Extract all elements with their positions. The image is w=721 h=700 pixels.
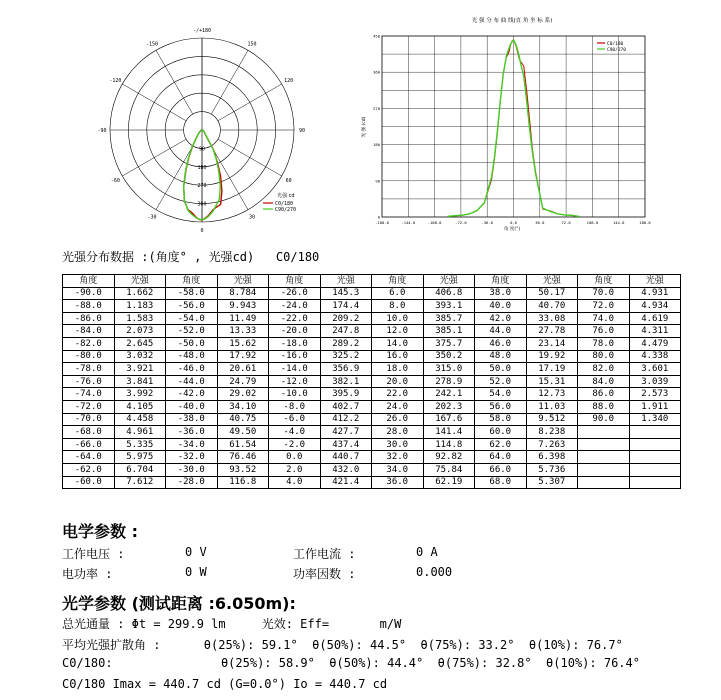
table-row (63, 463, 681, 476)
table-cell: 7.612 (114, 476, 166, 489)
table-header-cell: 光强 (423, 275, 475, 288)
table-cell: 49.50 (217, 426, 269, 439)
table-cell: -84.0 (63, 325, 115, 338)
table-cell: -22.0 (269, 312, 321, 325)
table-cell: 209.2 (320, 312, 372, 325)
table-cell: 46.0 (475, 337, 527, 350)
table-cell: -78.0 (63, 363, 115, 376)
table-cell: 24.0 (372, 400, 424, 413)
chart-ticks (373, 34, 651, 226)
table-row (63, 312, 681, 325)
table-cell: 5.736 (526, 463, 578, 476)
chart-x-tick: -108.0 (427, 220, 442, 225)
table-cell: 70.0 (578, 287, 630, 300)
table-cell: -56.0 (166, 300, 218, 313)
table-cell: 42.0 (475, 312, 527, 325)
table-row (63, 438, 681, 451)
table-cell: -20.0 (269, 325, 321, 338)
table-cell: -62.0 (63, 463, 115, 476)
table-cell: 33.08 (526, 312, 578, 325)
chart-y-tick: 180 (373, 142, 380, 148)
table-row (63, 337, 681, 350)
polar-angle-label: -60 (110, 178, 120, 184)
table-cell: 406.8 (423, 287, 475, 300)
polar-legend-c90: C90/270 (275, 207, 297, 213)
voltage-label: 工作电压 : (62, 547, 125, 561)
table-cell: 50.17 (526, 287, 578, 300)
table-cell: 2.645 (114, 337, 166, 350)
table-cell: 375.7 (423, 337, 475, 350)
data-header: 光强分布数据 :(角度° , 光强cd) C0/180 (62, 250, 320, 264)
table-cell: -10.0 (269, 388, 321, 401)
table-cell: 350.2 (423, 350, 475, 363)
table-cell: -38.0 (166, 413, 218, 426)
table-cell: 2.573 (629, 388, 681, 401)
chart-x-tick: 108.0 (586, 220, 599, 225)
table-cell: -2.0 (269, 438, 321, 451)
table-row (63, 413, 681, 426)
flux-line: 总光通量 : Φt = 299.9 lm 光效: Eff= m/W (62, 617, 402, 631)
table-cell: 1.183 (114, 300, 166, 313)
table-cell: 167.6 (423, 413, 475, 426)
table-row (63, 363, 681, 376)
power-value: 0 W (185, 565, 207, 579)
chart-y-tick: 360 (373, 69, 380, 75)
table-cell: 48.0 (475, 350, 527, 363)
chart-x-tick: -144.0 (401, 220, 416, 225)
power-factor-label: 功率因数 : (293, 567, 356, 581)
table-cell: 7.263 (526, 438, 578, 451)
chart-x-tick: -72.0 (455, 220, 467, 225)
table-cell: 1.340 (629, 413, 681, 426)
table-cell: 40.75 (217, 413, 269, 426)
table-cell: 6.704 (114, 463, 166, 476)
table-cell: 30.0 (372, 438, 424, 451)
table-cell: 440.7 (320, 451, 372, 464)
power-factor-value: 0.000 (416, 565, 453, 579)
table-cell: 60.0 (475, 426, 527, 439)
table-header-cell: 光强 (114, 275, 166, 288)
table-cell: 145.3 (320, 287, 372, 300)
table-cell: 58.0 (475, 413, 527, 426)
table-cell: 8.238 (526, 426, 578, 439)
table-cell: -8.0 (269, 400, 321, 413)
electrical-title: 电学参数 : (62, 522, 138, 541)
polar-angle-label: -120 (109, 78, 122, 84)
table-cell: 50.0 (475, 363, 527, 376)
polar-legend-title: 光强 cd (277, 193, 295, 199)
chart-y-tick: 0 (377, 214, 380, 220)
table-cell: 427.7 (320, 426, 372, 439)
polar-angle-label: -30 (147, 214, 157, 221)
table-cell: -42.0 (166, 388, 218, 401)
table-cell: 4.0 (269, 476, 321, 489)
polar-radial-label: 360 (197, 201, 207, 208)
table-cell: 6.0 (372, 287, 424, 300)
table-cell: 17.92 (217, 350, 269, 363)
table-cell (629, 426, 681, 439)
table-row (63, 388, 681, 401)
table-cell: 4.458 (114, 413, 166, 426)
table-cell: -80.0 (63, 350, 115, 363)
table-cell: 68.0 (475, 476, 527, 489)
table-row (63, 350, 681, 363)
table-body (63, 287, 681, 489)
table-cell: -64.0 (63, 451, 115, 464)
table-cell: 421.4 (320, 476, 372, 489)
table-cell: 40.0 (475, 300, 527, 313)
table-cell: 20.0 (372, 375, 424, 388)
power-label: 电功率 : (62, 567, 113, 581)
table-cell: 34.10 (217, 400, 269, 413)
table-cell: 34.0 (372, 463, 424, 476)
table-cell: 36.0 (372, 476, 424, 489)
table-cell: 289.2 (320, 337, 372, 350)
table-cell: 4.619 (629, 312, 681, 325)
table-row (63, 426, 681, 439)
table-cell: -68.0 (63, 426, 115, 439)
table-cell: 412.2 (320, 413, 372, 426)
table-row (63, 476, 681, 489)
table-cell: 3.921 (114, 363, 166, 376)
table-cell: 1.583 (114, 312, 166, 325)
table-cell: -86.0 (63, 312, 115, 325)
table-cell: 247.8 (320, 325, 372, 338)
table-cell: -58.0 (166, 287, 218, 300)
table-cell: -74.0 (63, 388, 115, 401)
c0-angle-line: C0/180: θ(25%): 58.9° θ(50%): 44.4° θ(75%): 32.8° θ(10%): 76.4° (62, 656, 640, 670)
table-cell (629, 463, 681, 476)
polar-angle-label: -/+180 (192, 28, 212, 34)
table-cell: 12.0 (372, 325, 424, 338)
current-label: 工作电流 : (293, 547, 356, 561)
table-cell: 385.7 (423, 312, 475, 325)
table-cell: -54.0 (166, 312, 218, 325)
table-cell: 44.0 (475, 325, 527, 338)
table-cell: 29.02 (217, 388, 269, 401)
polar-angle-label: 120 (284, 78, 294, 84)
table-cell: 3.032 (114, 350, 166, 363)
cartesian-chart (355, 14, 655, 236)
table-row (63, 451, 681, 464)
polar-angle-label: 30 (248, 214, 256, 221)
table-cell: 1.911 (629, 400, 681, 413)
table-cell: 141.4 (423, 426, 475, 439)
table-cell: 5.975 (114, 451, 166, 464)
table-cell: 12.73 (526, 388, 578, 401)
table-cell: 4.934 (629, 300, 681, 313)
table-header-cell: 角度 (269, 275, 321, 288)
table-cell: 174.4 (320, 300, 372, 313)
table-cell: -82.0 (63, 337, 115, 350)
table-cell: 75.84 (423, 463, 475, 476)
table-cell: 72.0 (578, 300, 630, 313)
chart-ylabel: 光 强 (cd) (362, 116, 367, 138)
table-cell: 78.0 (578, 337, 630, 350)
table-header-cell: 角度 (63, 275, 115, 288)
table-cell: -72.0 (63, 400, 115, 413)
table-cell: 432.0 (320, 463, 372, 476)
table-cell: -12.0 (269, 375, 321, 388)
chart-y-tick: 270 (373, 105, 380, 111)
imax-line: C0/180 Imax = 440.7 cd (G=0.0°) Io = 440.7 cd (62, 677, 388, 691)
table-cell: 11.03 (526, 400, 578, 413)
table-cell: 80.0 (578, 350, 630, 363)
table-cell: -32.0 (166, 451, 218, 464)
table-cell: -36.0 (166, 426, 218, 439)
chart-y-tick: 90 (375, 178, 380, 184)
table-cell: 8.0 (372, 300, 424, 313)
optical-title: 光学参数 (测试距离 :6.050m): (62, 594, 296, 613)
chart-x-tick: 36.0 (535, 220, 545, 225)
table-cell: -88.0 (63, 300, 115, 313)
table-cell: 4.105 (114, 400, 166, 413)
table-header-cell: 角度 (372, 275, 424, 288)
table-header-cell: 角度 (166, 275, 218, 288)
table-cell (629, 476, 681, 489)
table-cell: 62.0 (475, 438, 527, 451)
avg-angle-line: 平均光强扩散角 : θ(25%): 59.1° θ(50%): 44.5° θ(75%): 33.2° θ(10%): 76.7° (62, 638, 623, 652)
intensity-table (62, 274, 681, 489)
table-cell: 20.61 (217, 363, 269, 376)
current-value: 0 A (416, 545, 438, 559)
table-cell: 24.79 (217, 375, 269, 388)
table-cell: 26.0 (372, 413, 424, 426)
chart-x-tick: -180.0 (375, 220, 389, 225)
chart-title: 光 强 分 布 曲 线(直 角 坐 标 系) (471, 18, 553, 24)
table-cell: 1.662 (114, 287, 166, 300)
table-row (63, 325, 681, 338)
table-cell: 19.92 (526, 350, 578, 363)
table-cell: 88.0 (578, 400, 630, 413)
table-cell: 3.601 (629, 363, 681, 376)
table-cell: 28.0 (372, 426, 424, 439)
table-cell: 76.46 (217, 451, 269, 464)
polar-angle-label: -150 (145, 41, 159, 48)
table-cell: 2.073 (114, 325, 166, 338)
chart-x-tick: -36.0 (481, 220, 493, 225)
table-cell: 92.82 (423, 451, 475, 464)
table-header-cell: 光强 (526, 275, 578, 288)
table-cell: -48.0 (166, 350, 218, 363)
table-cell: -46.0 (166, 363, 218, 376)
table-cell: -34.0 (166, 438, 218, 451)
table-header-cell: 光强 (217, 275, 269, 288)
table-cell: 93.52 (217, 463, 269, 476)
chart-legend-c90: C90/270 (607, 48, 626, 53)
table-cell (578, 476, 630, 489)
table-cell: 61.54 (217, 438, 269, 451)
table-cell: 382.1 (320, 375, 372, 388)
polar-angle-label: 90 (298, 128, 306, 134)
table-cell: 356.9 (320, 363, 372, 376)
table-cell: -60.0 (63, 476, 115, 489)
table-cell: 2.0 (269, 463, 321, 476)
table-cell: 3.039 (629, 375, 681, 388)
table-cell (629, 451, 681, 464)
table-cell: 402.7 (320, 400, 372, 413)
table-cell: 32.0 (372, 451, 424, 464)
table-cell: 27.78 (526, 325, 578, 338)
table-cell (578, 426, 630, 439)
chart-xlabel: 角 度(°) (503, 227, 521, 232)
table-row (63, 375, 681, 388)
table-cell: 393.1 (423, 300, 475, 313)
polar-legend-c0: C0/180 (275, 201, 294, 207)
chart-x-tick: 0.0 (510, 220, 517, 225)
table-cell: 8.784 (217, 287, 269, 300)
table-cell: -66.0 (63, 438, 115, 451)
table-row (63, 287, 681, 300)
table-cell: 242.1 (423, 388, 475, 401)
table-cell: 4.338 (629, 350, 681, 363)
table-cell: 40.70 (526, 300, 578, 313)
table-cell: 6.398 (526, 451, 578, 464)
polar-diagram (95, 18, 320, 243)
table-cell: 315.0 (423, 363, 475, 376)
table-cell (578, 463, 630, 476)
table-cell: 13.33 (217, 325, 269, 338)
table-cell: -14.0 (269, 363, 321, 376)
table-cell: -40.0 (166, 400, 218, 413)
table-cell: -44.0 (166, 375, 218, 388)
table-cell (578, 451, 630, 464)
chart-x-tick: 180.0 (639, 220, 651, 225)
table-cell: -90.0 (63, 287, 115, 300)
polar-radial-label: 270 (197, 183, 207, 190)
table-cell: 278.9 (423, 375, 475, 388)
table-cell: 14.0 (372, 337, 424, 350)
table-cell: -26.0 (269, 287, 321, 300)
table-cell: -70.0 (63, 413, 115, 426)
table-cell: 10.0 (372, 312, 424, 325)
table-cell: -6.0 (269, 413, 321, 426)
table-cell: 4.311 (629, 325, 681, 338)
polar-angle-label: -90 (97, 128, 107, 134)
table-cell: 3.992 (114, 388, 166, 401)
table-cell: 15.62 (217, 337, 269, 350)
table-header-row (63, 275, 681, 288)
table-cell: 15.31 (526, 375, 578, 388)
table-row (63, 400, 681, 413)
chart-legend-c0: C0/180 (607, 42, 624, 47)
table-cell: 325.2 (320, 350, 372, 363)
table-cell: 66.0 (475, 463, 527, 476)
table-cell: 74.0 (578, 312, 630, 325)
table-cell: 82.0 (578, 363, 630, 376)
polar-radial-label: 180 (197, 164, 207, 171)
table-cell: -28.0 (166, 476, 218, 489)
table-cell: 11.49 (217, 312, 269, 325)
table-cell: 22.0 (372, 388, 424, 401)
table-cell: 4.479 (629, 337, 681, 350)
table-header-cell: 光强 (629, 275, 681, 288)
table-cell: 16.0 (372, 350, 424, 363)
table-cell: -18.0 (269, 337, 321, 350)
table-header-cell: 角度 (475, 275, 527, 288)
table-cell (629, 438, 681, 451)
chart-y-tick: 450 (373, 33, 380, 39)
polar-angle-label: 150 (247, 41, 257, 48)
polar-legend (263, 192, 296, 213)
chart-grid (382, 36, 645, 217)
table-cell: -50.0 (166, 337, 218, 350)
table-cell: 9.943 (217, 300, 269, 313)
polar-radial-label: 90 (198, 146, 206, 153)
table-cell: 84.0 (578, 375, 630, 388)
table-cell: 114.8 (423, 438, 475, 451)
chart-legend (597, 41, 626, 53)
chart-x-tick: 72.0 (561, 220, 571, 225)
polar-angle-label: 60 (285, 178, 292, 184)
table-cell (578, 438, 630, 451)
table-cell: 0.0 (269, 451, 321, 464)
table-header-cell: 光强 (320, 275, 372, 288)
voltage-value: 0 V (185, 545, 207, 559)
table-cell: 202.3 (423, 400, 475, 413)
table-cell: 76.0 (578, 325, 630, 338)
table-cell: 4.931 (629, 287, 681, 300)
table-cell: 9.512 (526, 413, 578, 426)
table-row (63, 300, 681, 313)
table-cell: 437.4 (320, 438, 372, 451)
table-cell: 56.0 (475, 400, 527, 413)
polar-grid (110, 38, 297, 222)
table-cell: 52.0 (475, 375, 527, 388)
table-cell: 17.19 (526, 363, 578, 376)
table-cell: -52.0 (166, 325, 218, 338)
table-cell: 18.0 (372, 363, 424, 376)
table-cell: 90.0 (578, 413, 630, 426)
table-cell: 3.841 (114, 375, 166, 388)
table-cell: 62.19 (423, 476, 475, 489)
table-cell: 116.8 (217, 476, 269, 489)
chart-x-tick: 144.0 (612, 220, 625, 225)
table-cell: 38.0 (475, 287, 527, 300)
table-cell: -24.0 (269, 300, 321, 313)
table-cell: 23.14 (526, 337, 578, 350)
table-cell: -4.0 (269, 426, 321, 439)
polar-angle-label: 0 (200, 228, 204, 234)
table-cell: -30.0 (166, 463, 218, 476)
table-cell: 4.961 (114, 426, 166, 439)
table-cell: 54.0 (475, 388, 527, 401)
table-cell: 395.9 (320, 388, 372, 401)
table-cell: 5.307 (526, 476, 578, 489)
table-cell: 64.0 (475, 451, 527, 464)
table-cell: 86.0 (578, 388, 630, 401)
table-header-cell: 角度 (578, 275, 630, 288)
table-cell: -76.0 (63, 375, 115, 388)
table-cell: 5.335 (114, 438, 166, 451)
table-cell: -16.0 (269, 350, 321, 363)
table-cell: 385.1 (423, 325, 475, 338)
